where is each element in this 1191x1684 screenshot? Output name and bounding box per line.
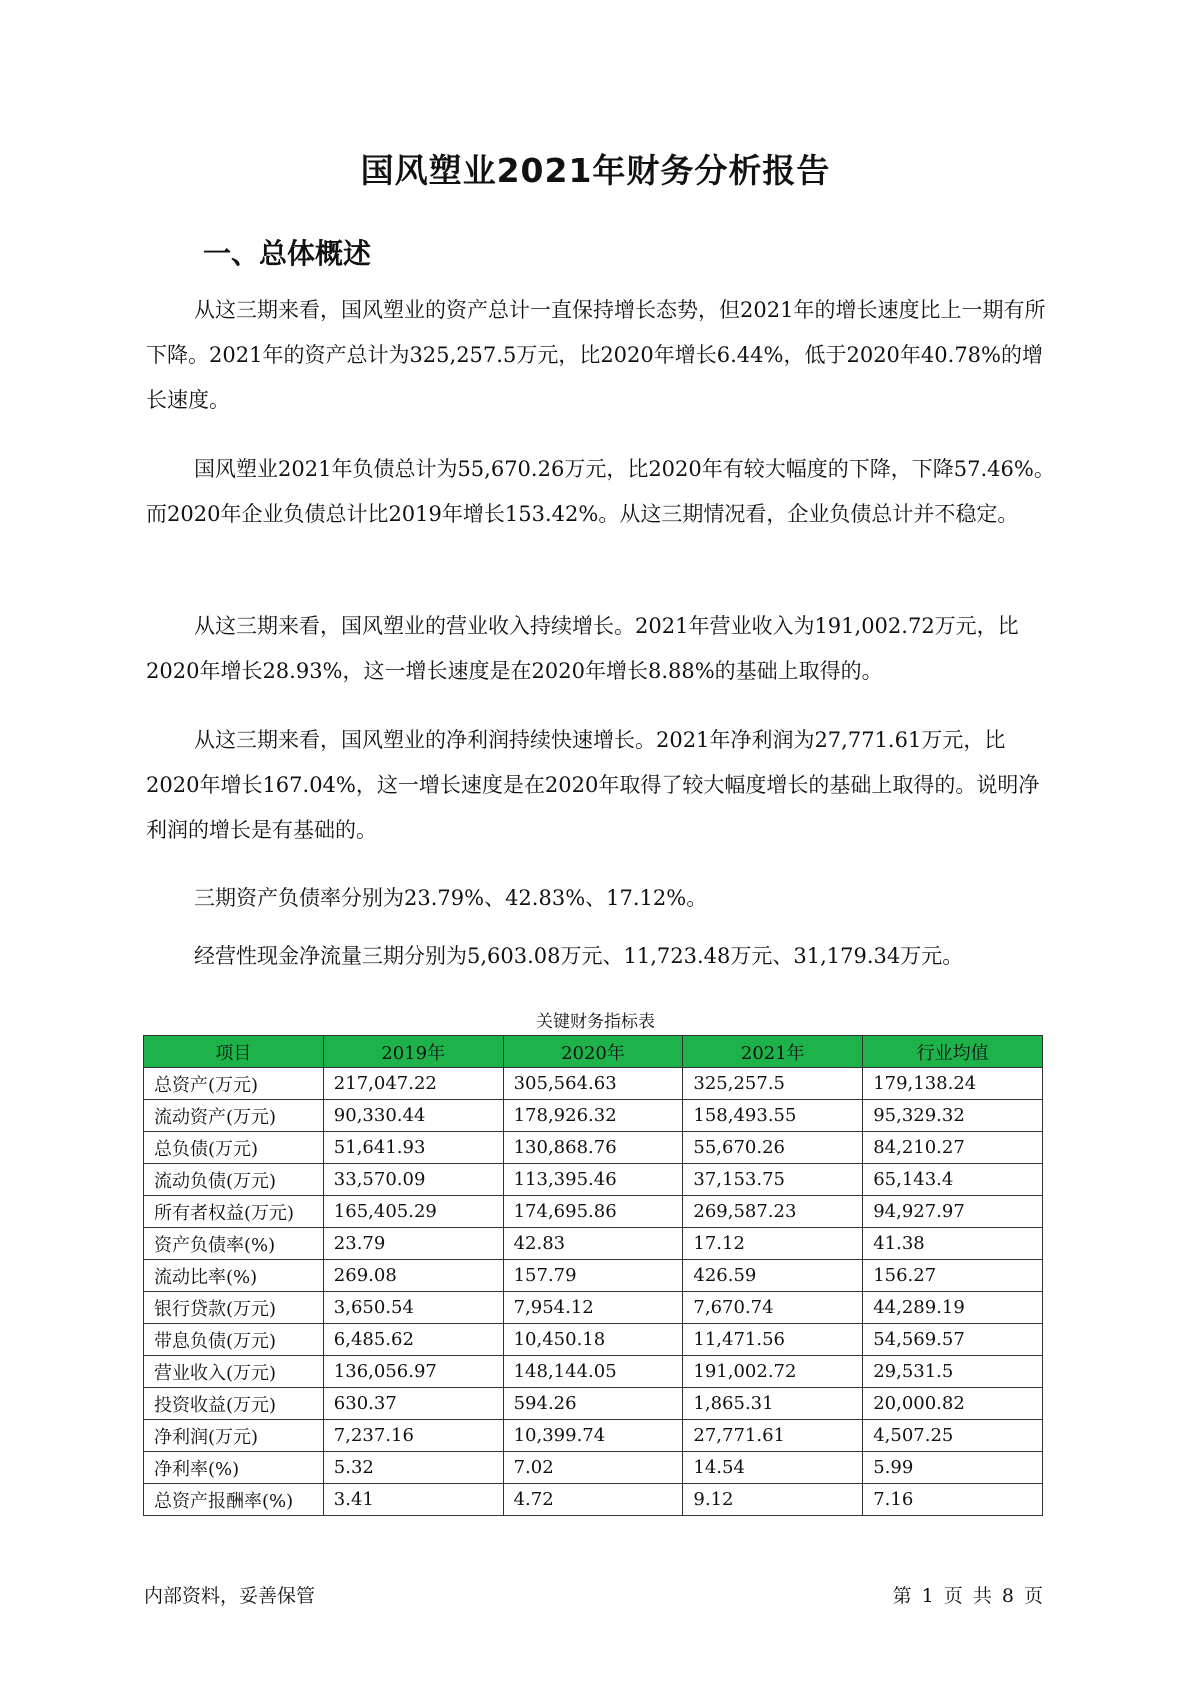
row-label-cell: 总负债(万元) — [144, 1132, 324, 1164]
value-cell: 7,670.74 — [683, 1292, 863, 1324]
value-cell: 10,450.18 — [503, 1324, 683, 1356]
row-label-cell: 资产负债率(%) — [144, 1228, 324, 1260]
row-label-cell: 带息负债(万元) — [144, 1324, 324, 1356]
value-cell: 269,587.23 — [683, 1196, 863, 1228]
row-label-cell: 投资收益(万元) — [144, 1388, 324, 1420]
value-cell: 65,143.4 — [863, 1164, 1043, 1196]
value-cell: 165,405.29 — [323, 1196, 503, 1228]
header-2020: 2020年 — [503, 1036, 683, 1068]
value-cell: 7,237.16 — [323, 1420, 503, 1452]
value-cell: 41.38 — [863, 1228, 1043, 1260]
table-header-row — [144, 1036, 1043, 1068]
row-label-cell: 净利润(万元) — [144, 1420, 324, 1452]
value-cell: 3,650.54 — [323, 1292, 503, 1324]
value-cell: 1,865.31 — [683, 1388, 863, 1420]
paragraph-debt-ratio: 三期资产负债率分别为23.79%、42.83%、17.12%。 — [194, 886, 708, 910]
value-cell: 29,531.5 — [863, 1356, 1043, 1388]
value-cell: 5.32 — [323, 1452, 503, 1484]
value-cell: 426.59 — [683, 1260, 863, 1292]
value-cell: 630.37 — [323, 1388, 503, 1420]
value-cell: 20,000.82 — [863, 1388, 1043, 1420]
table-row — [144, 1100, 1043, 1132]
value-cell: 130,868.76 — [503, 1132, 683, 1164]
paragraph-assets: 从这三期来看，国风塑业的资产总计一直保持增长态势，但2021年的增长速度比上一期有所下降。2021年的资产总计为325,257.5万元，比2020年增长6.44%，低于2020年40.78%的增长速度。 — [146, 298, 1046, 412]
value-cell: 10,399.74 — [503, 1420, 683, 1452]
value-cell: 9.12 — [683, 1484, 863, 1516]
row-label-cell: 净利率(%) — [144, 1452, 324, 1484]
table-row — [144, 1260, 1043, 1292]
footer-page-number: 第 1 页 共 8 页 — [892, 1585, 1043, 1607]
value-cell: 158,493.55 — [683, 1100, 863, 1132]
header-2021: 2021年 — [683, 1036, 863, 1068]
table-row — [144, 1420, 1043, 1452]
section-heading: 一、总体概述 — [203, 237, 372, 270]
value-cell: 179,138.24 — [863, 1068, 1043, 1100]
paragraph-liabilities: 国风塑业2021年负债总计为55,670.26万元，比2020年有较大幅度的下降，下降57.46%。而2020年企业负债总计比2019年增长153.42%。从这三期情况看，企业负债总计并不稳定。 — [146, 457, 1055, 526]
row-label-cell: 营业收入(万元) — [144, 1356, 324, 1388]
header-item: 项目 — [144, 1036, 324, 1068]
value-cell: 4.72 — [503, 1484, 683, 1516]
header-industry-average: 行业均值 — [863, 1036, 1043, 1068]
value-cell: 51,641.93 — [323, 1132, 503, 1164]
value-cell: 156.27 — [863, 1260, 1043, 1292]
footer-confidential-note: 内部资料，妥善保管 — [144, 1585, 316, 1607]
row-label-cell: 流动负债(万元) — [144, 1164, 324, 1196]
paragraph-revenue: 从这三期来看，国风塑业的营业收入持续增长。2021年营业收入为191,002.72万元，比2020年增长28.93%，这一增长速度是在2020年增长8.88%的基础上取得的。 — [146, 614, 1019, 683]
table-row — [144, 1484, 1043, 1516]
table-row — [144, 1388, 1043, 1420]
table-row — [144, 1356, 1043, 1388]
row-label-cell: 银行贷款(万元) — [144, 1292, 324, 1324]
value-cell: 178,926.32 — [503, 1100, 683, 1132]
row-label-cell: 总资产报酬率(%) — [144, 1484, 324, 1516]
table-caption: 关键财务指标表 — [536, 1012, 655, 1032]
header-2019: 2019年 — [323, 1036, 503, 1068]
paragraph-cash-flow: 经营性现金净流量三期分别为5,603.08万元、11,723.48万元、31,179.34万元。 — [194, 944, 964, 968]
value-cell: 37,153.75 — [683, 1164, 863, 1196]
row-label-cell: 所有者权益(万元) — [144, 1196, 324, 1228]
value-cell: 191,002.72 — [683, 1356, 863, 1388]
value-cell: 7.02 — [503, 1452, 683, 1484]
table-row — [144, 1132, 1043, 1164]
table-row — [144, 1292, 1043, 1324]
value-cell: 157.79 — [503, 1260, 683, 1292]
value-cell: 14.54 — [683, 1452, 863, 1484]
row-label-cell: 总资产(万元) — [144, 1068, 324, 1100]
value-cell: 44,289.19 — [863, 1292, 1043, 1324]
value-cell: 27,771.61 — [683, 1420, 863, 1452]
table-row — [144, 1228, 1043, 1260]
table-row — [144, 1068, 1043, 1100]
value-cell: 17.12 — [683, 1228, 863, 1260]
value-cell: 7,954.12 — [503, 1292, 683, 1324]
value-cell: 4,507.25 — [863, 1420, 1043, 1452]
table-row — [144, 1324, 1043, 1356]
value-cell: 136,056.97 — [323, 1356, 503, 1388]
value-cell: 217,047.22 — [323, 1068, 503, 1100]
value-cell: 174,695.86 — [503, 1196, 683, 1228]
value-cell: 55,670.26 — [683, 1132, 863, 1164]
value-cell: 305,564.63 — [503, 1068, 683, 1100]
value-cell: 23.79 — [323, 1228, 503, 1260]
paragraph-net-profit: 从这三期来看，国风塑业的净利润持续快速增长。2021年净利润为27,771.61万元，比2020年增长167.04%，这一增长速度是在2020年取得了较大幅度增长的基础上取得的。说明净利润的增长是有基础的。 — [146, 728, 1040, 842]
value-cell: 269.08 — [323, 1260, 503, 1292]
value-cell: 94,927.97 — [863, 1196, 1043, 1228]
value-cell: 11,471.56 — [683, 1324, 863, 1356]
table-body — [144, 1068, 1043, 1516]
report-title: 国风塑业2021年财务分析报告 — [360, 151, 831, 190]
value-cell: 6,485.62 — [323, 1324, 503, 1356]
value-cell: 325,257.5 — [683, 1068, 863, 1100]
table-row — [144, 1452, 1043, 1484]
value-cell: 33,570.09 — [323, 1164, 503, 1196]
value-cell: 84,210.27 — [863, 1132, 1043, 1164]
key-financial-indicators-table — [143, 1035, 1043, 1516]
row-label-cell: 流动资产(万元) — [144, 1100, 324, 1132]
row-label-cell: 流动比率(%) — [144, 1260, 324, 1292]
value-cell: 54,569.57 — [863, 1324, 1043, 1356]
value-cell: 113,395.46 — [503, 1164, 683, 1196]
value-cell: 594.26 — [503, 1388, 683, 1420]
table-row — [144, 1164, 1043, 1196]
value-cell: 148,144.05 — [503, 1356, 683, 1388]
value-cell: 7.16 — [863, 1484, 1043, 1516]
value-cell: 90,330.44 — [323, 1100, 503, 1132]
value-cell: 95,329.32 — [863, 1100, 1043, 1132]
value-cell: 42.83 — [503, 1228, 683, 1260]
value-cell: 5.99 — [863, 1452, 1043, 1484]
value-cell: 3.41 — [323, 1484, 503, 1516]
table-row — [144, 1196, 1043, 1228]
